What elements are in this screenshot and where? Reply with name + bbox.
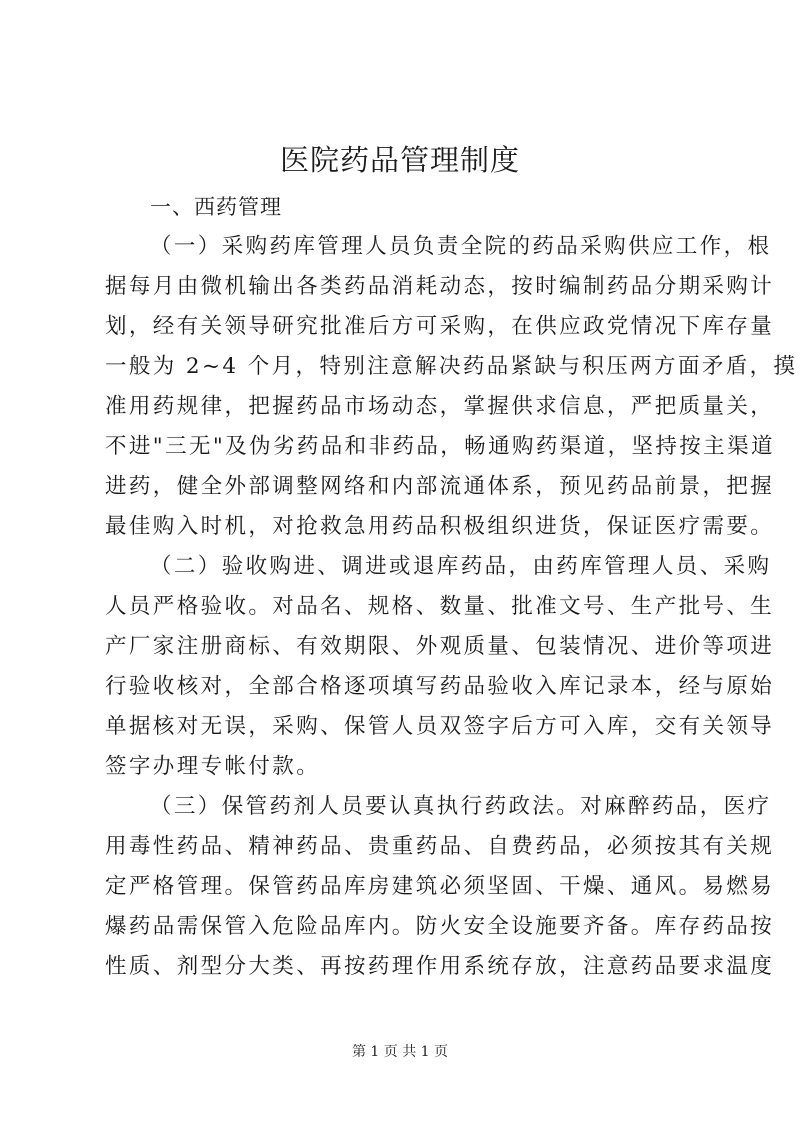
paragraph-1-line-7: 进药，健全外部调整网络和内部流通体系，预见药品前景，把握 bbox=[105, 474, 775, 499]
paragraph-1-line-5: 准用药规律，把握药品市场动态，掌握供求信息，严把质量关， bbox=[105, 394, 775, 419]
paragraph-2-line-1: （二）验收购进、调进或退库药品，由药库管理人员、采购 bbox=[150, 554, 772, 579]
paragraph-2-line-6: 签字办理专帐付款。 bbox=[105, 754, 321, 779]
paragraph-2-line-2: 人员严格验收。对品名、规格、数量、批准文号、生产批号、生 bbox=[105, 594, 775, 619]
paragraph-1-line-3: 划，经有关领导研究批准后方可采购，在供应政党情况下库存量 bbox=[105, 314, 775, 339]
paragraph-3-line-1: （三）保管药剂人员要认真执行药政法。对麻醉药品，医疗 bbox=[150, 794, 772, 819]
paragraph-3-line-2: 用毒性药品、精神药品、贵重药品、自费药品，必须按其有关规 bbox=[105, 834, 775, 859]
paragraph-2-line-5: 单据核对无误，采购、保管人员双签字后方可入库，交有关领导 bbox=[105, 714, 775, 739]
paragraph-1-line-1: （一）采购药库管理人员负责全院的药品采购供应工作，根 bbox=[150, 234, 772, 259]
paragraph-1-line-6: 不进"三无"及伪劣药品和非药品，畅通购药渠道，坚持按主渠道 bbox=[105, 434, 775, 459]
paragraph-1-line-4: 一般为 2~4 个月，特别注意解决药品紧缺与积压两方面矛盾，摸 bbox=[105, 354, 798, 379]
paragraph-2-line-4: 行验收核对，全部合格逐项填写药品验收入库记录本，经与原始 bbox=[105, 674, 775, 699]
paragraph-3-line-3: 定严格管理。保管药品库房建筑必须坚固、干燥、通风。易燃易 bbox=[105, 874, 775, 899]
paragraph-2-line-3: 产厂家注册商标、有效期限、外观质量、包装情况、进价等项进 bbox=[105, 634, 775, 659]
page-footer: 第 1 页 共 1 页 bbox=[351, 1044, 449, 1060]
paragraph-3-line-4: 爆药品需保管入危险品库内。防火安全设施要齐备。库存药品按 bbox=[105, 914, 775, 939]
paragraph-3-line-5: 性质、剂型分大类、再按药理作用系统存放，注意药品要求温度 bbox=[105, 954, 775, 979]
section-heading: 一、西药管理 bbox=[150, 195, 282, 219]
document-title: 医院药品管理制度 bbox=[279, 143, 520, 177]
paragraph-1-line-8: 最佳购入时机，对抢救急用药品积极组织进货，保证医疗需要。 bbox=[105, 514, 775, 539]
paragraph-1-line-2: 据每月由微机输出各类药品消耗动态，按时编制药品分期采购计 bbox=[105, 274, 775, 299]
